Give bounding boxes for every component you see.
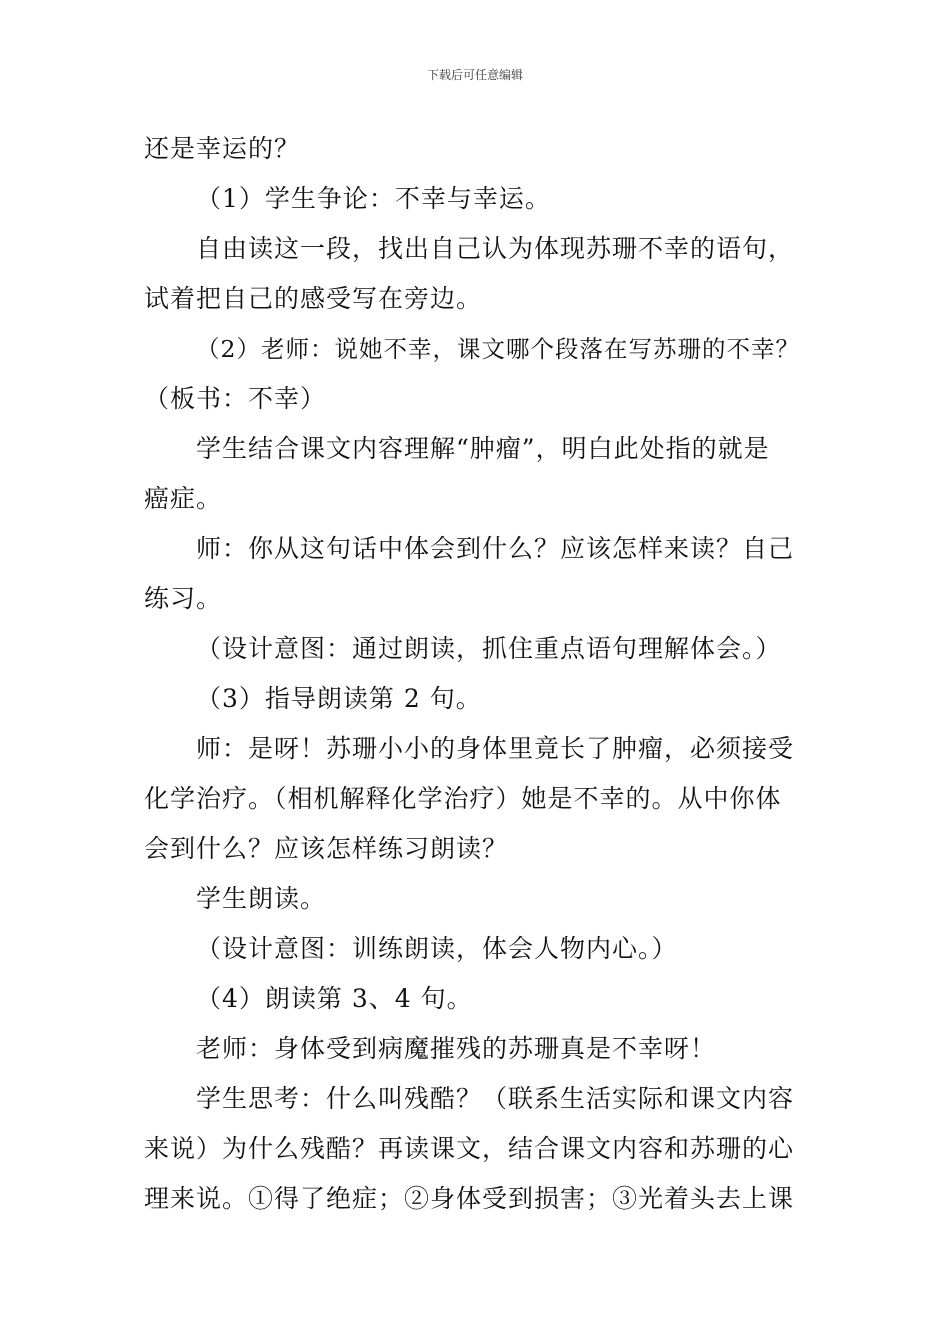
text-line: 试着把自己的感受写在旁边。 [144,284,483,313]
text-line: 理来说。①得了绝症；②身体受到损害；③光着头去上课 [144,1184,795,1213]
text-line: 学生思考：什么叫残酷？（联系生活实际和课文内容 [196,1084,795,1113]
text-line: 还是幸运的？ [144,134,301,163]
text-line: 来说）为什么残酷？再读课文，结合课文内容和苏珊的心 [144,1134,795,1163]
text-line: 学生朗读。 [196,884,327,913]
text-line: 学生结合课文内容理解“肿瘤”，明白此处指的就是 [196,434,770,463]
text-line: （3）指导朗读第 2 句。 [196,684,482,713]
text-line: （1）学生争论：不幸与幸运。 [196,184,551,213]
text-line: 练习。 [144,584,223,613]
text-line: 癌症。 [144,484,223,513]
text-line: （设计意图：训练朗读，体会人物内心。） [196,934,678,963]
text-line: （板书：不幸） [144,384,327,413]
text-line: （2）老师：说她不幸，课文哪个段落在写苏珊的不幸？ [196,335,800,363]
page-header: 下载后可任意编辑 [426,68,523,82]
text-line: 老师：身体受到病魔摧残的苏珊真是不幸呀！ [196,1034,717,1063]
text-line: 师：你从这句话中体会到什么？应该怎样来读？自己 [196,534,795,563]
text-line: （4）朗读第 3、4 句。 [196,984,473,1013]
text-line: 师：是呀！苏珊小小的身体里竟长了肿瘤，必须接受 [196,734,795,763]
text-line: 化学治疗。（相机解释化学治疗）她是不幸的。从中你体 [144,784,782,813]
text-line: （设计意图：通过朗读，抓住重点语句理解体会。） [196,634,782,663]
text-line: 会到什么？应该怎样练习朗读？ [144,834,509,863]
text-line: 自由读这一段，找出自己认为体现苏珊不幸的语句， [196,234,795,263]
